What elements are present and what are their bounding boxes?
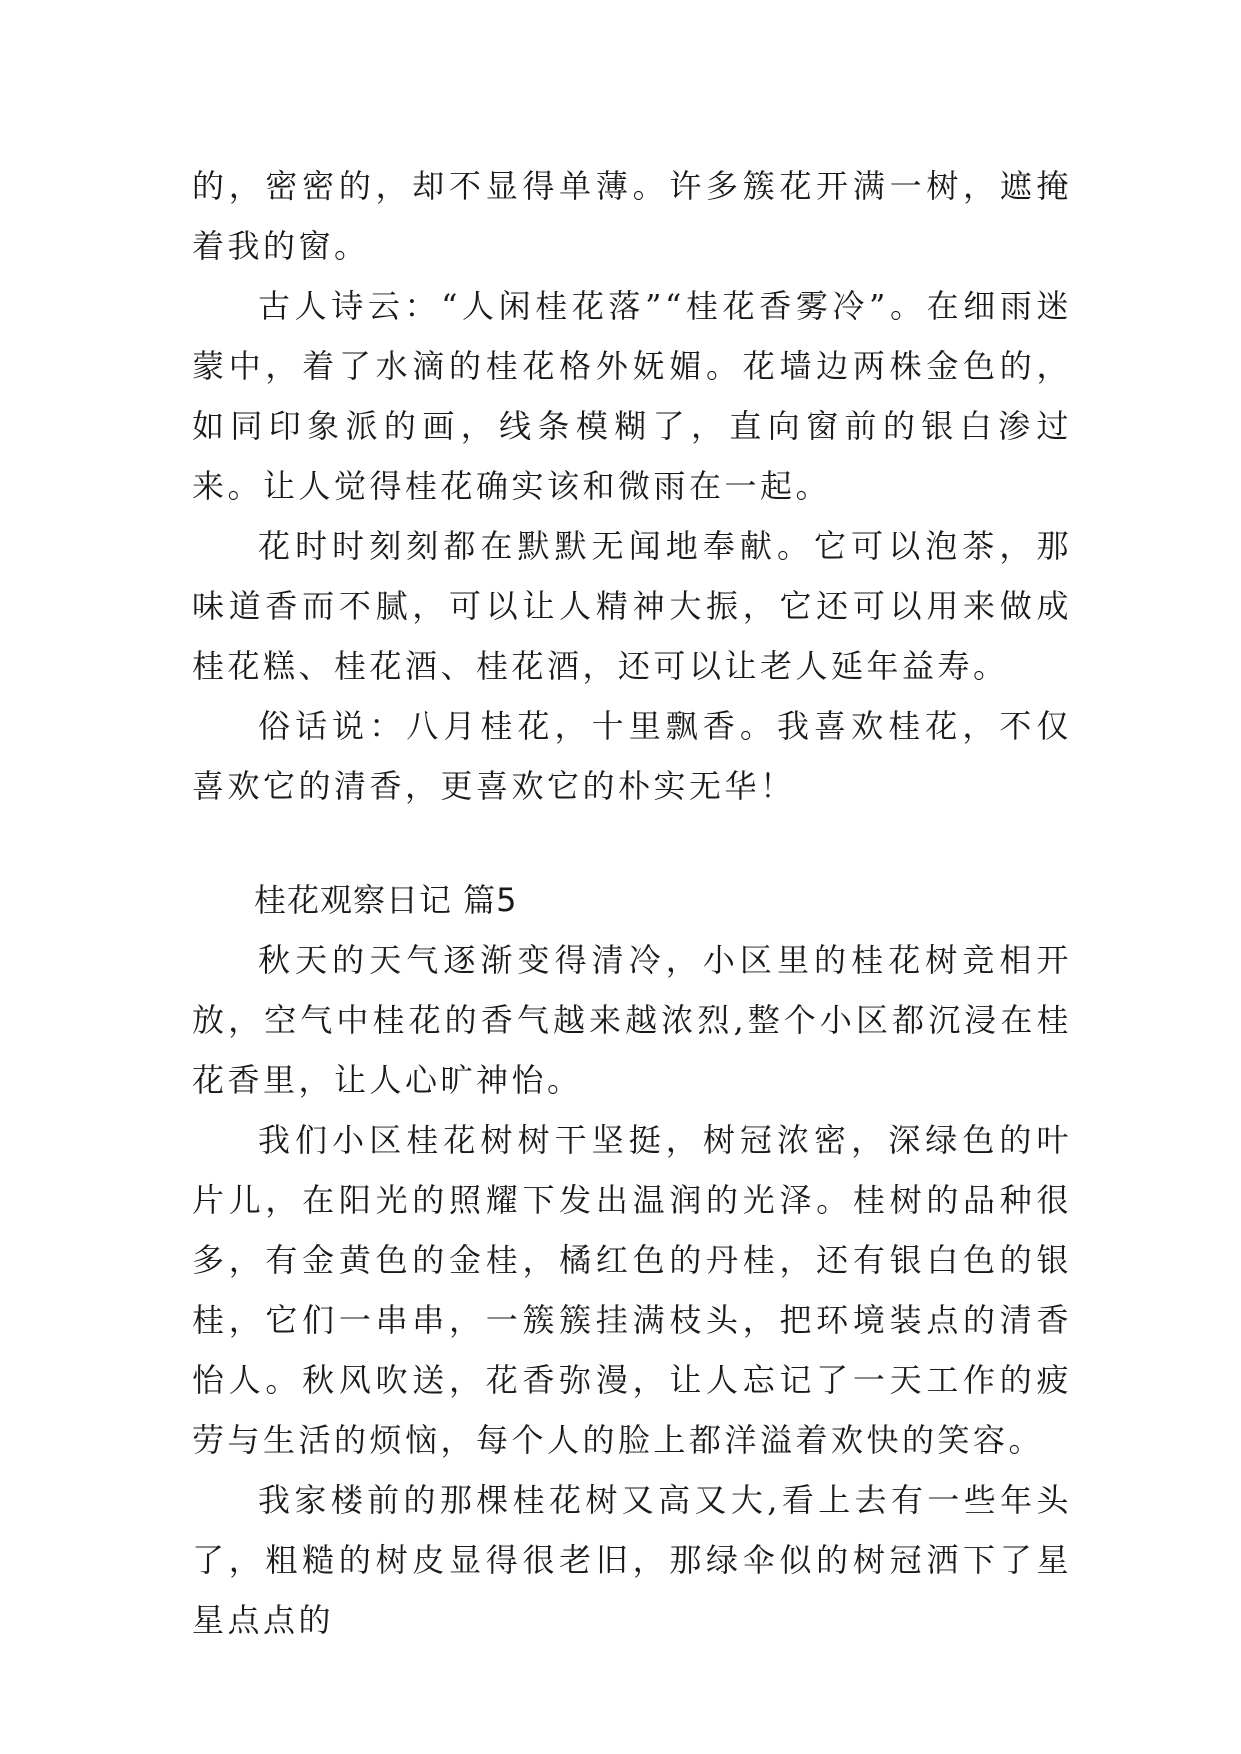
paragraph-community-trees: 我们小区桂花树树干坚挺，树冠浓密，深绿色的叶片儿，在阳光的照耀下发出温润的光泽。桂树的品种很多，有金黄色的金桂，橘红色的丹桂，还有银白色的银桂，它们一串串，一簇簇挂满枝头，把环境装点的清香怡人。秋风吹送，花香弥漫，让人忘记了一天工作的疲劳与生活的烦恼，每个人的脸上都洋溢着欢快的笑容。 — [192, 1121, 1072, 1459]
section-heading: 桂花观察日记 篇5 — [254, 881, 518, 919]
paragraph-continued: 的，密密的，却不显得单薄。许多簇花开满一树，遮掩着我的窗。 — [192, 167, 1072, 265]
paragraph-ancient-poem: 古人诗云：“人闲桂花落”“桂花香雾冷”。在细雨迷蒙中，着了水滴的桂花格外妩媚。花墙边两株金色的，如同印象派的画，线条模糊了，直向窗前的银白渗过来。让人觉得桂花确实该和微雨在一起。 — [192, 287, 1072, 505]
paragraph-proverb: 俗话说：八月桂花，十里飘香。我喜欢桂花，不仅喜欢它的清香，更喜欢它的朴实无华！ — [192, 707, 1072, 805]
document-body — [192, 156, 1072, 1650]
paragraph-autumn: 秋天的天气逐渐变得清冷，小区里的桂花树竞相开放，空气中桂花的香气越来越浓烈,整个小区都沉浸在桂花香里，让人心旷神怡。 — [192, 941, 1072, 1099]
paragraph-dedication: 花时时刻刻都在默默无闻地奉献。它可以泡茶，那味道香而不腻，可以让人精神大振，它还可以用来做成桂花糕、桂花酒、桂花酒，还可以让老人延年益寿。 — [192, 527, 1072, 685]
paragraph-front-tree: 我家楼前的那棵桂花树又高又大,看上去有一些年头了，粗糙的树皮显得很老旧，那绿伞似的树冠洒下了星星点点的 — [192, 1481, 1072, 1639]
